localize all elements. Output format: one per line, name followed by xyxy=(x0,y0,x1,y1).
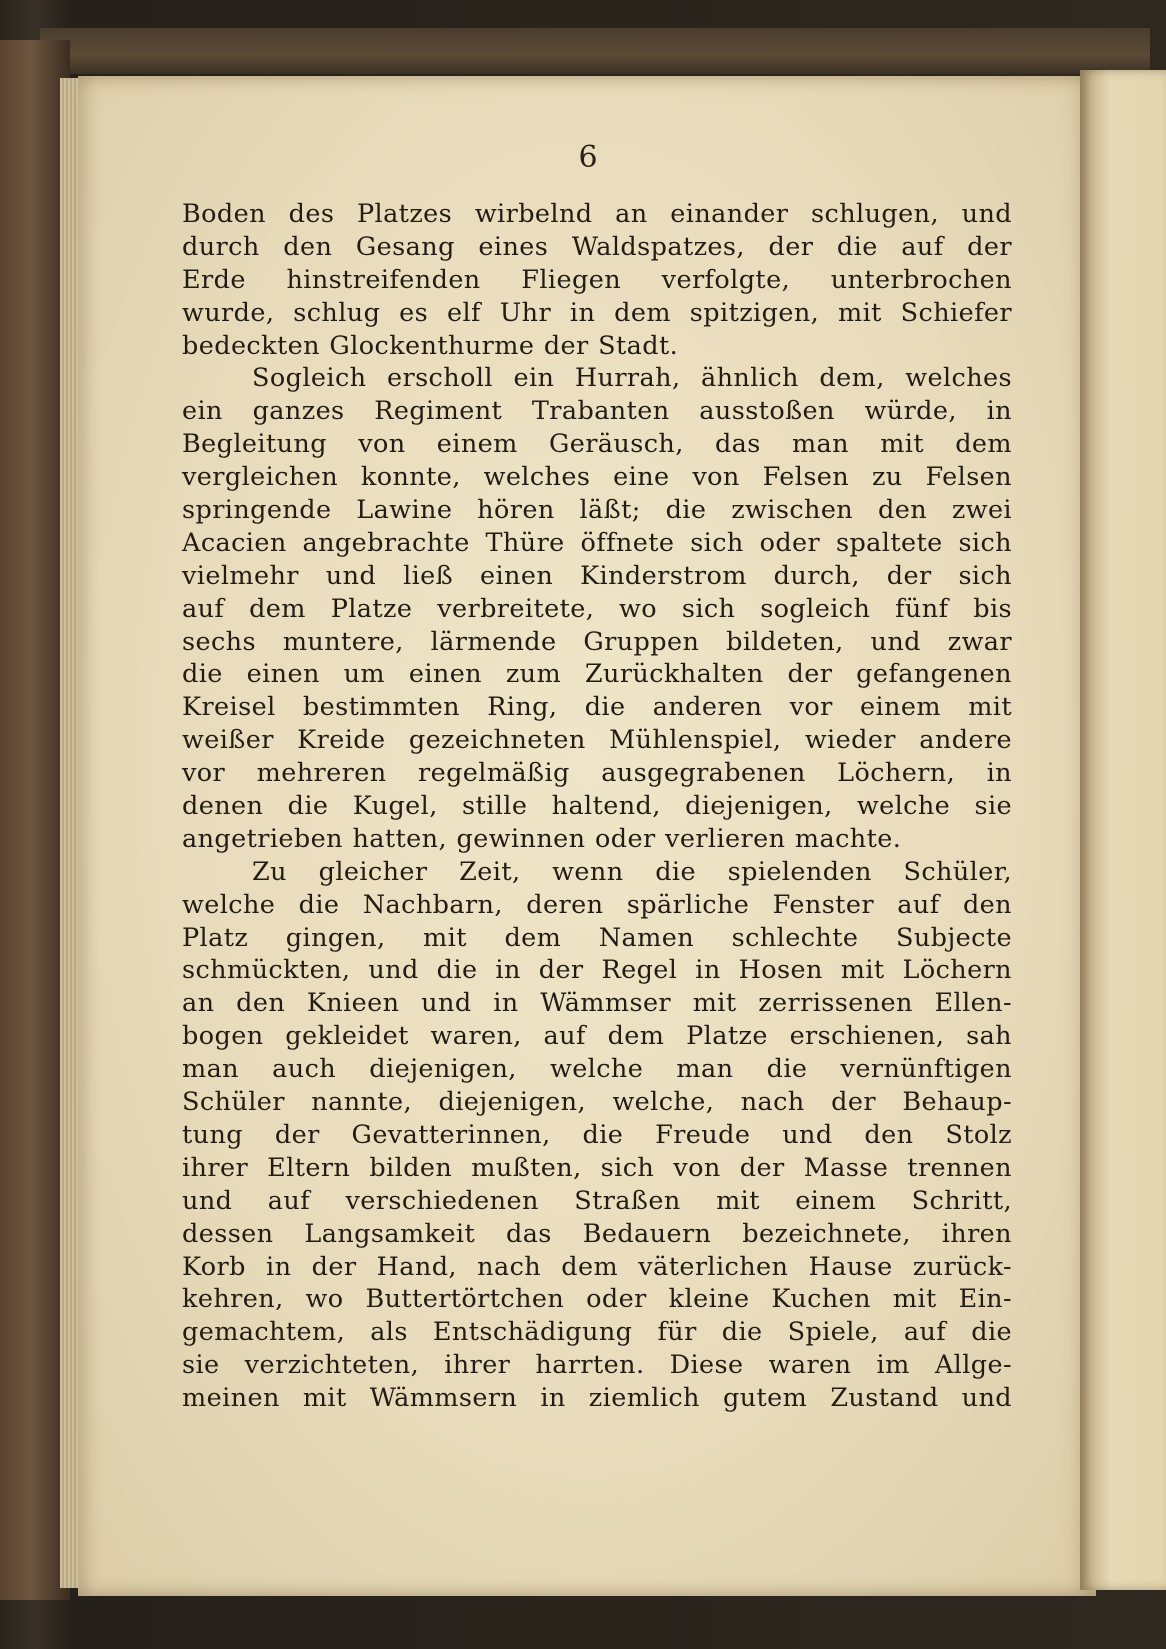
text-line: Acacien angebrachte Thüre öffnete sich oder spaltete sich xyxy=(182,527,1012,558)
facing-page-edge xyxy=(1080,70,1166,1590)
text-line: vergleichen konnte, welches eine von Felsen zu Felsen xyxy=(182,462,1012,493)
text-line: sie verzichteten, ihrer harrten. Diese waren im Allge- xyxy=(182,1350,1012,1381)
text-line: die einen um einen zum Zurückhalten der gefangenen xyxy=(182,659,1012,690)
text-line: denen die Kugel, stille haltend, diejenigen, welche sie xyxy=(182,791,1012,822)
text-line: wurde, schlug es elf Uhr in dem spitzigen, mit Schiefer xyxy=(182,297,1012,328)
text-line: ihrer Eltern bilden mußten, sich von der Masse trennen xyxy=(182,1152,1012,1183)
text-line: schmückten, und die in der Regel in Hosen mit Löchern xyxy=(182,955,1012,986)
text-line: gemachtem, als Entschädigung für die Spiele, auf die xyxy=(182,1317,1012,1348)
text-line: auf dem Platze verbreitete, wo sich sogleich fünf bis xyxy=(182,593,1012,624)
text-line: bedeckten Glockenthurme der Stadt. xyxy=(182,330,679,361)
text-line: Erde hinstreifenden Fliegen verfolgte, unterbrochen xyxy=(182,264,1012,295)
text-line: kehren, wo Buttertörtchen oder kleine Kuchen mit Ein- xyxy=(182,1284,1012,1315)
text-line: meinen mit Wämmsern in ziemlich gutem Zustand und xyxy=(182,1383,1012,1414)
text-line: Begleitung von einem Geräusch, das man mit dem xyxy=(182,429,1012,460)
text-line: tung der Gevatterinnen, die Freude und den Stolz xyxy=(182,1119,1012,1150)
text-line: Sogleich erscholl ein Hurrah, ähnlich dem, welches xyxy=(252,363,1012,394)
text-line: sechs muntere, lärmende Gruppen bildeten, und zwar xyxy=(182,626,1012,657)
text-line: vielmehr und ließ einen Kinderstrom durch, der sich xyxy=(182,560,1012,591)
text-line: Boden des Platzes wirbelnd an einander schlugen, und xyxy=(182,199,1012,229)
page-number: 6 xyxy=(578,140,598,175)
text-line: an den Knieen und in Wämmser mit zerrissenen Ellen- xyxy=(182,988,1012,1019)
page-text xyxy=(182,198,1012,1415)
text-line: Korb in der Hand, nach dem väterlichen Hause zurück- xyxy=(182,1251,1012,1282)
text-line: springende Lawine hören läßt; die zwischen den zwei xyxy=(182,495,1012,526)
text-line: angetrieben hatten, gewinnen oder verlieren machte. xyxy=(182,823,902,854)
text-line: weißer Kreide gezeichneten Mühlenspiel, wieder andere xyxy=(182,725,1012,756)
text-line: bogen gekleidet waren, auf dem Platze erschienen, sah xyxy=(182,1021,1012,1052)
text-line: ein ganzes Regiment Trabanten ausstoßen würde, in xyxy=(182,396,1012,427)
text-line: dessen Langsamkeit das Bedauern bezeichnete, ihren xyxy=(182,1218,1012,1249)
cover-top-edge xyxy=(40,28,1150,74)
text-line: welche die Nachbarn, deren spärliche Fenster auf den xyxy=(182,889,1012,920)
text-line: Zu gleicher Zeit, wenn die spielenden Schüler, xyxy=(252,856,1012,887)
text-line: man auch diejenigen, welche man die vernünftigen xyxy=(182,1054,1012,1085)
text-line: Schüler nannte, diejenigen, welche, nach der Behaup- xyxy=(182,1087,1012,1118)
text-line: vor mehreren regelmäßig ausgegrabenen Löchern, in xyxy=(182,758,1012,789)
text-line: durch den Gesang eines Waldspatzes, der die auf der xyxy=(182,231,1012,262)
text-line: Platz gingen, mit dem Namen schlechte Subjecte xyxy=(182,922,1012,953)
text-line: und auf verschiedenen Straßen mit einem Schritt, xyxy=(182,1185,1012,1216)
text-line: Kreisel bestimmten Ring, die anderen vor einem mit xyxy=(182,692,1012,723)
